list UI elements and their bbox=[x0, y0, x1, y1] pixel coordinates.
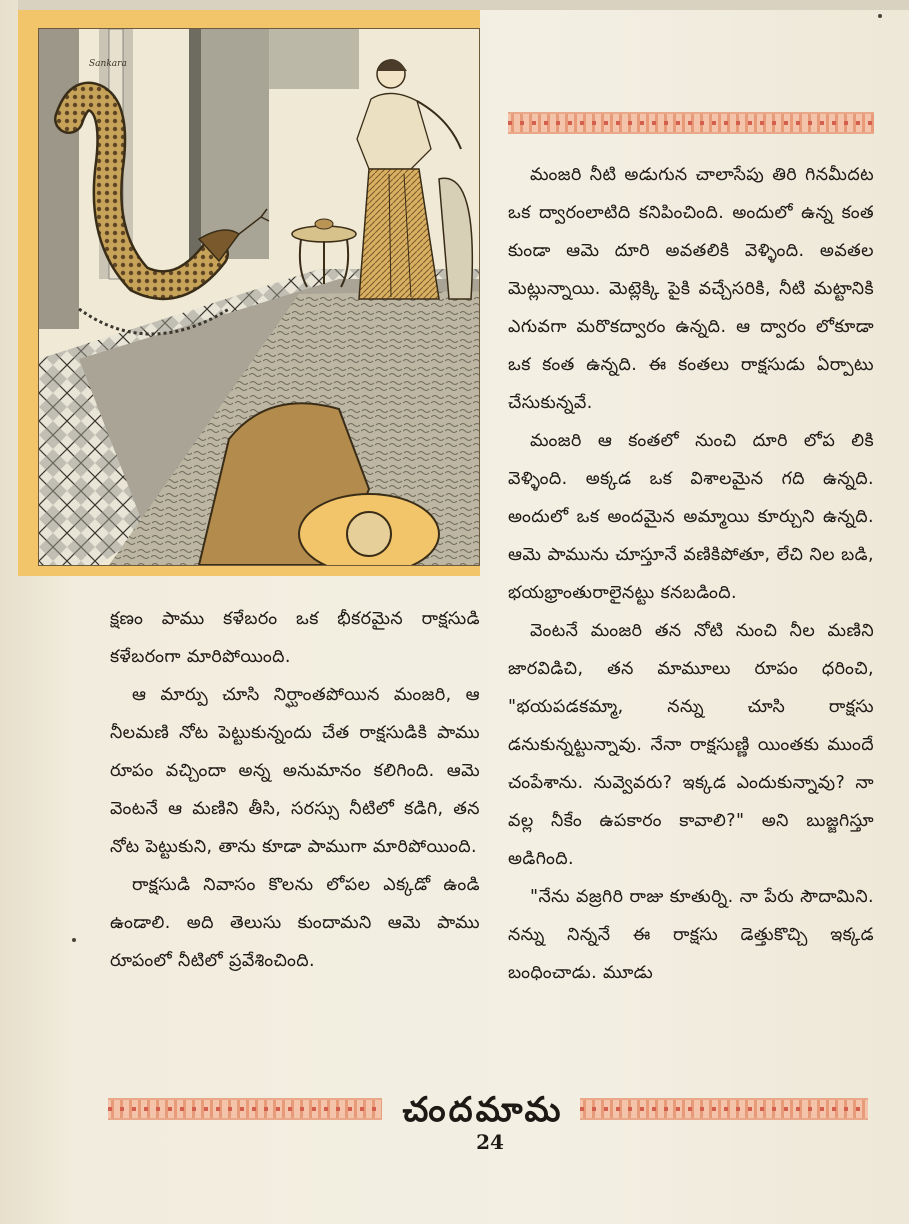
print-speck bbox=[72, 938, 76, 942]
illustration-frame bbox=[18, 10, 480, 576]
paragraph: వెంటనే మంజరి తన నోటి నుంచి నీల మణిని జారవిడిచి, తన మామూలు రూపం ధరించి, "భయపడకమ్మా, నన్ను చూసి రాక్షసు డనుకున్నట్టున్నావు. నేనా రాక్షసుణ్ణి యింతకు ముందే చంపేశాను. నువ్వెవరు? ఇక్కడ ఎందుకున్నావు? నా వల్ల నీకేం ఉపకారం కావాలి?" అని బుజ్జగిస్తూ అడిగింది. bbox=[508, 621, 874, 869]
paragraph: మంజరి ఆ కంతలో నుంచి దూరి లోప లికి వెళ్ళింది. అక్కడ ఒక విశాలమైన గది ఉన్నది. అందులో ఒక అందమైన అమ్మాయి కూర్చుని ఉన్నది. ఆమె పామును చూస్తూనే వణికిపోతూ, లేచి నిల బడి, భయభ్రాంతురాలైనట్టు కనబడింది. bbox=[508, 431, 874, 603]
snake-and-lady-illustration bbox=[38, 28, 480, 566]
left-text-column bbox=[110, 600, 480, 980]
decorative-border-top bbox=[508, 112, 874, 134]
paragraph: "నేను వజ్రగిరి రాజు కూతుర్ని. నా పేరు సౌదామిని. నన్ను నిన్ననే ఈ రాక్షసు డెత్తుకొచ్చి ఇక్కడ బంధించాడు. మూడు bbox=[508, 887, 874, 983]
print-speck bbox=[878, 14, 882, 18]
paragraph: రాక్షసుడి నివాసం కొలను లోపల ఎక్కడో ఉండి ఉండాలి. అది తెలుసు కుందామని ఆమె పాము రూపంలో నీటిలో ప్రవేశించింది. bbox=[110, 875, 480, 971]
decorative-border-bottom-right bbox=[580, 1098, 868, 1120]
paragraph: ఆ మార్పు చూసి నిర్ఘాంతపోయిన మంజరి, ఆ నీలమణి నోట పెట్టుకున్నందు చేత రాక్షసుడికి పాము రూపం వచ్చిందా అన్న అనుమానం కలిగింది. ఆమె వెంటనే ఆ మణిని తీసి, సరస్సు నీటిలో కడిగి, తన నోట పెట్టుకుని, తాను కూడా పాముగా మారిపోయింది. bbox=[110, 685, 480, 857]
paragraph: మంజరి నీటి అడుగున చాలాసేపు తిరి గినమీదట ఒక ద్వారంలాటిది కనిపించింది. అందులో ఉన్న కంత కుండా ఆమె దూరి అవతలికి వెళ్ళింది. అవతల మెట్లున్నాయి. మెట్లెక్కి పైకి వచ్చేసరికి, నీటి మట్టానికి ఎగువగా మరొకద్వారం ఉన్నది. ఆ ద్వారం లోకూడా ఒక కంత ఉన్నది. ఈ కంతలు రాక్షసుడు ఏర్పాటు చేసుకున్నవే. bbox=[508, 165, 874, 413]
paragraph: క్షణం పాము కళేబరం ఒక భీకరమైన రాక్షసుడి కళేబరంగా మారిపోయింది. bbox=[110, 609, 480, 667]
right-text-column bbox=[508, 156, 874, 992]
page-number: 24 bbox=[476, 1130, 504, 1154]
magazine-title: చందమామ bbox=[402, 1090, 564, 1130]
artist-signature: Sankara bbox=[89, 59, 127, 69]
top-edge bbox=[18, 0, 909, 10]
decorative-border-bottom-left bbox=[108, 1098, 382, 1120]
